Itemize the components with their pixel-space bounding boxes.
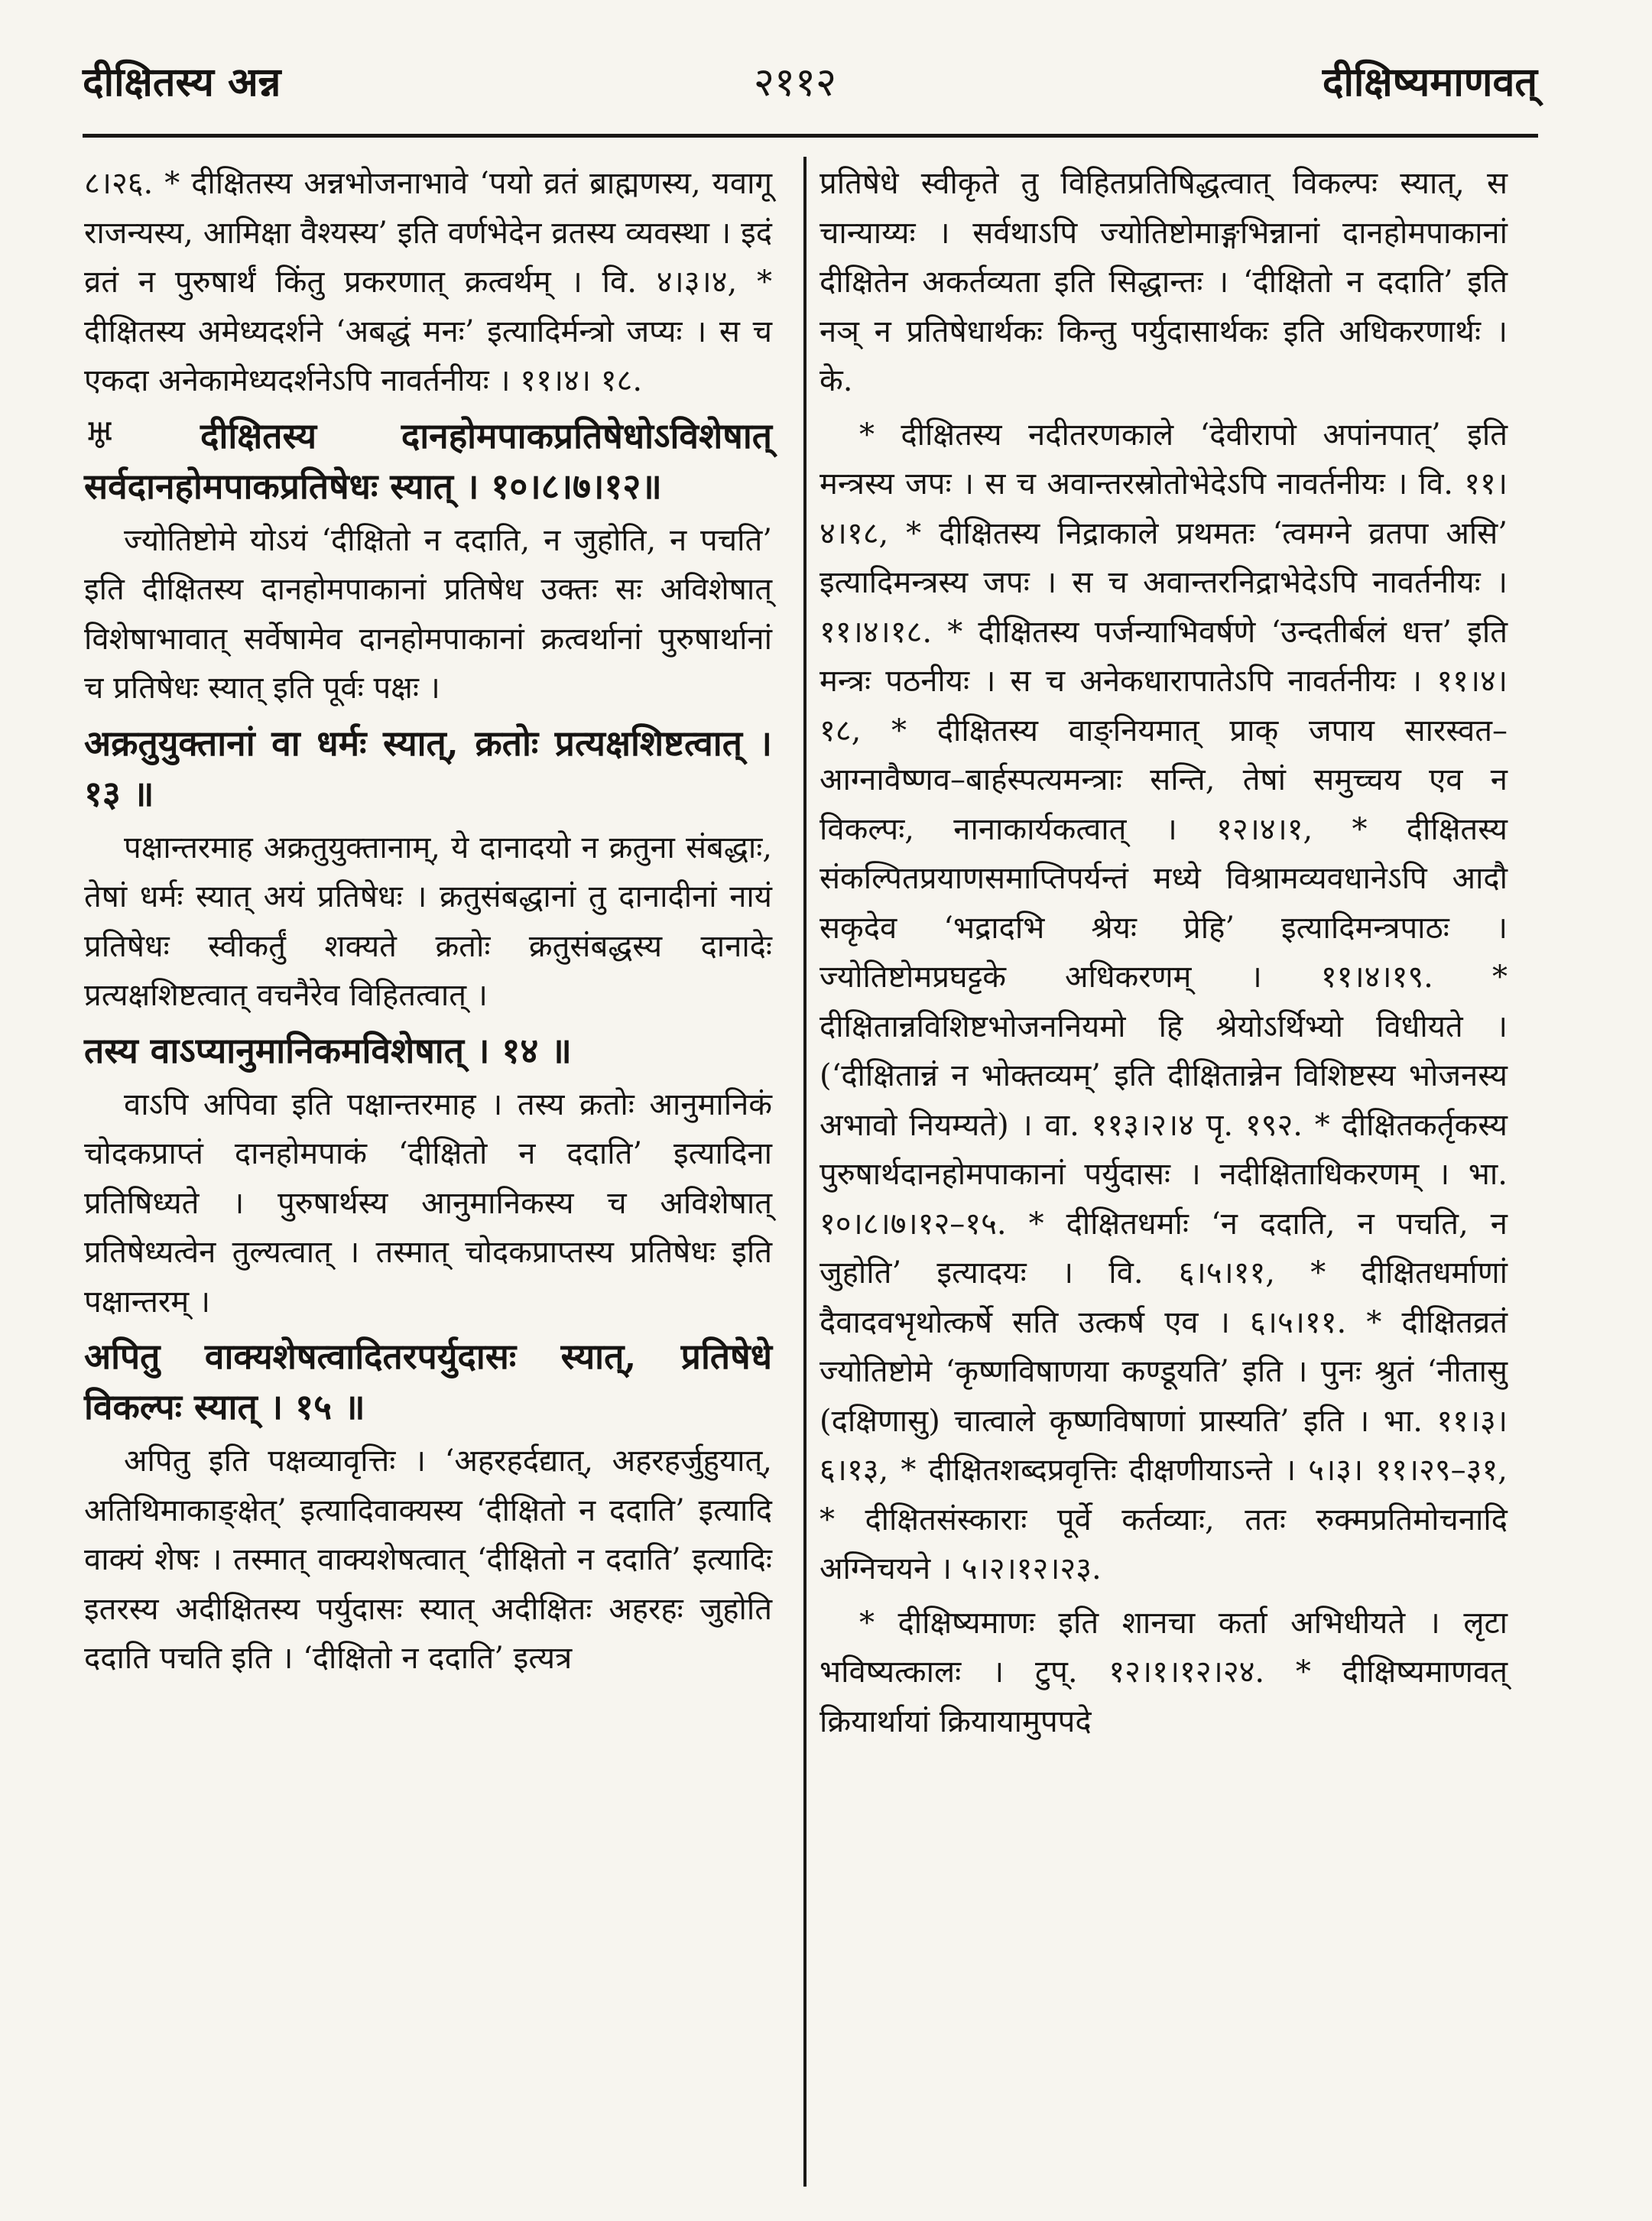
sutra-heading: अपितु वाक्यशेषत्वादितरपर्युदासः स्यात्, प्रतिषेधे विकल्पः स्यात् । १५ ॥ (84, 1336, 772, 1427)
page-number: २११२ (753, 60, 837, 106)
header-rule (83, 134, 1538, 138)
sutra-heading: अक्रतुयुक्तानां वा धर्मः स्यात्, क्रतोः प्रत्यक्षशिष्टत्वात् । १३ ॥ (84, 722, 772, 814)
continued-paragraph: प्रतिषेधे स्वीकृते तु विहितप्रतिषिद्धत्वात् विकल्पः स्यात्, स चान्याय्यः । सर्वथाऽपि ज्योतिष्टोमाङ्गभिन्नानां दानहोमपाकानां दीक्षितेन अकर्तव्यता इति सिद्धान्तः । ‘दीक्षितो न ददाति’ इति नञ् न प्रतिषेधार्थकः किन्तु पर्युदासार्थकः इति अधिकरणार्थः । के. (820, 166, 1508, 398)
right-column (820, 159, 1508, 1746)
commentary-paragraph: पक्षान्तरमाह अक्रतुयुक्तानाम्, ये दानादयो न क्रतुना संबद्धाः, तेषां धर्मः स्यात् अयं प्रतिषेधः । क्रतुसंबद्धानां तु दानादीनां नायं प्रतिषेधः स्वीकर्तुं शक्यते क्रतोः क्रतुसंबद्धस्य दानादेः प्रत्यक्षशिष्टत्वात् वचनैरेव विहितत्वात् । (84, 830, 772, 1013)
entry-paragraph: ८।२६. * दीक्षितस्य अन्नभोजनाभावे ‘पयो व्रतं ब्राह्मणस्य, यवागू राजन्यस्य, आमिक्षा वैश्यस्य’ इति वर्णभेदेन व्रतस्य व्यवस्था । इदं व्रतं न पुरुषार्थं किंतु प्रकरणात् क्रत्वर्थम् । वि. ४।३।४, * दीक्षितस्य अमेध्यदर्शने ‘अबद्धं मनः’ इत्यादिर्मन्त्रो जप्यः । स च एकदा अनेकामेध्यदर्शनेऽपि नावर्तनीयः । ११।४। १८. (84, 166, 772, 398)
commentary-paragraph: वाऽपि अपिवा इति पक्षान्तरमाह । तस्य क्रतोः आनुमानिकं चोदकप्राप्तं दानहोमपाकं ‘दीक्षितो न ददाति’ इत्यादिना प्रतिषिध्यते । पुरुषार्थस्य आनुमानिकस्य च अविशेषात् प्रतिषेध्यत्वेन तुल्यत्वात् । तस्मात् चोदकप्राप्तस्य प्रतिषेधः इति पक्षान्तरम् । (84, 1086, 772, 1320)
running-head-right: दीक्षिष्यमाणवत् (1322, 59, 1537, 106)
commentary-paragraph: अपितु इति पक्षव्यावृत्तिः । ‘अहरहर्दद्यात्, अहरहर्जुहुयात्, अतिथिमाकाङ्क्षेत्’ इत्यादिवाक्यस्य ‘दीक्षितो न ददाति’ इत्यादि वाक्यं शेषः । तस्मात् वाक्यशेषत्वात् ‘दीक्षितो न ददाति’ इत्यादिः इतरस्य अदीक्षितस्य पर्युदासः स्यात् अदीक्षितः अहरहः जुहोति ददाति पचति इति । ‘दीक्षितो न ददाति’ इत्यत्र (84, 1443, 772, 1676)
sutra-heading: ♅ दीक्षितस्य दानहोमपाकप्रतिषेधोऽविशेषात् सर्वदानहोमपाकप्रतिषेधः स्यात् । १०।८।७।१२॥ (84, 414, 772, 507)
entry-paragraph: * दीक्षिष्यमाणः इति शानचा कर्ता अभिधीयते । लृटा भविष्यत्कालः । टुप्. १२।१।१२।२४. * दीक्षिष्यमाणवत् क्रियार्थायां क्रियायामुपपदे (820, 1605, 1508, 1739)
commentary-paragraph: ज्योतिष्टोमे योऽयं ‘दीक्षितो न ददाति, न जुहोति, न पचति’ इति दीक्षितस्य दानहोमपाकानां प्रतिषेध उक्तः सः अविशेषात् विशेषाभावात् सर्वेषामेव दानहोमपाकानां क्रत्वर्थानां पुरुषार्थानां च प्रतिषेधः स्यात् इति पूर्वः पक्षः । (84, 522, 772, 706)
column-divider (803, 157, 807, 2187)
running-head-left: दीक्षितस्य अन्न (83, 59, 281, 106)
left-column (84, 159, 772, 1684)
entry-paragraph: * दीक्षितस्य नदीतरणकाले ‘देवीरापो अपांनपात्’ इति मन्त्रस्य जपः । स च अवान्तरस्रोतोभेदेऽपि नावर्तनीयः । वि. ११।४।१८, * दीक्षितस्य निद्राकाले प्रथमतः ‘त्वमग्ने व्रतपा असि’ इत्यादिमन्त्रस्य जपः । स च अवान्तरनिद्राभेदेऽपि नावर्तनीयः । ११।४।१८. * दीक्षितस्य पर्जन्याभिवर्षणे ‘उन्दतीर्बलं धत्त’ इति मन्त्रः पठनीयः । स च अनेकधारापातेऽपि नावर्तनीयः । ११।४।१८, * दीक्षितस्य वाङ्नियमात् प्राक् जपाय सारस्वत–आग्नावैष्णव–बार्हस्पत्यमन्त्राः सन्ति, तेषां समुच्चय एव न विकल्पः, नानाकार्यकत्वात् । १२।४।१, * दीक्षितस्य संकल्पितप्रयाणसमाप्तिपर्यन्तं मध्ये विश्रामव्यवधानेऽपि आदौ सकृदेव ‘भद्रादभि श्रेयः प्रेहि’ इत्यादिमन्त्रपाठः । ज्योतिष्टोमप्रघट्टके अधिकरणम् । ११।४।१९. * दीक्षितान्नविशिष्टभोजननियमो हि श्रेयोऽर्थिभ्यो विधीयते । (‘दीक्षितान्नं न भोक्तव्यम्’ इति दीक्षितान्नेन विशिष्टस्य भोजनस्य अभावो नियम्यते) । वा. ११३।२।४ पृ. १९२. * दीक्षितकर्तृकस्य पुरुषार्थदानहोमपाकानां पर्युदासः । नदीक्षिताधिकरणम् । भा. १०।८।७।१२–१५. * दीक्षितधर्माः ‘न ददाति, न पचति, न जुहोति’ इत्यादयः । वि. ६।५।११, * दीक्षितधर्माणां दैवादवभृथोत्कर्षे सति उत्कर्ष एव । ६।५।११. * दीक्षितव्रतं ज्योतिष्टोमे ‘कृष्णविषाणया कण्डूयति’ इति । पुनः श्रुतं ‘नीतासु (दक्षिणासु) चात्वाले कृष्णविषाणां प्रास्यति’ इति । भा. ११।३। ६।१३, * दीक्षितशब्दप्रवृत्तिः दीक्षणीयाऽन्ते । ५।३। ११।२९–३१, * दीक्षितसंस्काराः पूर्वे कर्तव्याः, ततः रुक्मप्रतिमोचनादि अग्निचयने । ५।२।१२।२३. (820, 417, 1508, 1586)
sutra-heading: तस्य वाऽप्यानुमानिकमविशेषात् । १४ ॥ (84, 1029, 572, 1071)
